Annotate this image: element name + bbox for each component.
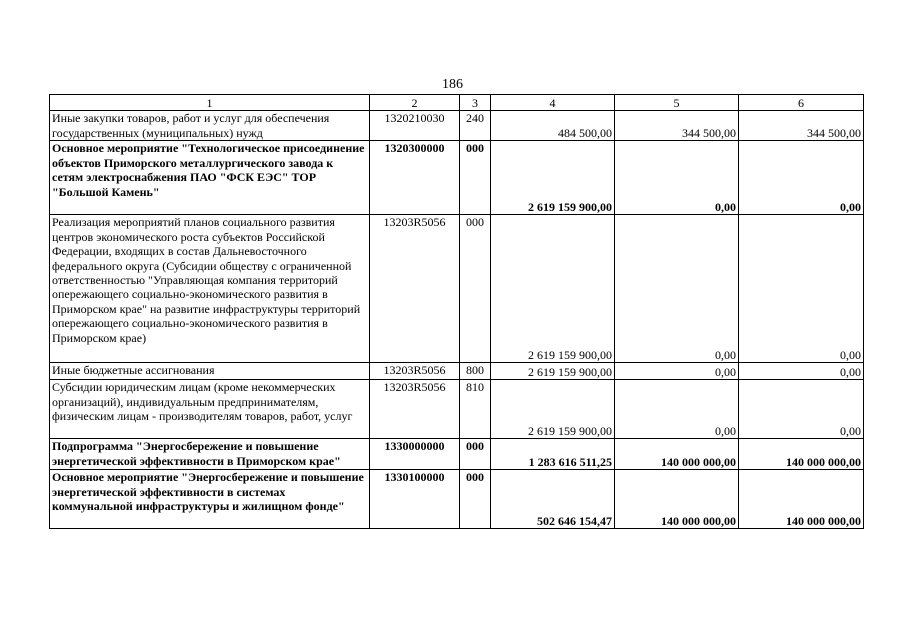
table-header-row: [50, 95, 864, 111]
table-row: [50, 363, 864, 380]
item-name: Иные закупки товаров, работ и услуг для обеспечения государственных (муниципальных) нужд: [50, 111, 370, 141]
amount-col4: 2 619 159 900,00: [491, 141, 615, 215]
amount-col4: 1 283 616 511,25: [491, 439, 615, 470]
amount-col5: 344 500,00: [615, 111, 739, 141]
item-name: Иные бюджетные ассигнования: [50, 363, 370, 380]
amount-col5: 140 000 000,00: [615, 439, 739, 470]
amount-col6: 140 000 000,00: [739, 470, 864, 529]
amount-col4: 2 619 159 900,00: [491, 363, 615, 380]
item-code: 13203R5056: [370, 363, 460, 380]
column-header: 1: [50, 95, 370, 111]
expense-type: 000: [460, 141, 491, 215]
item-code: 1330100000: [370, 470, 460, 529]
amount-col4: 502 646 154,47: [491, 470, 615, 529]
item-name: Субсидии юридическим лицам (кроме некоммерческих организаций), индивидуальным предпринимателям, физическим лицам - производителям товаров, работ, услуг: [50, 380, 370, 439]
expense-type: 000: [460, 215, 491, 363]
amount-col5: 0,00: [615, 141, 739, 215]
amount-col5: 0,00: [615, 215, 739, 363]
column-header: 3: [460, 95, 491, 111]
table-row: [50, 215, 864, 363]
item-name: Основное мероприятие "Технологическое присоединение объектов Приморского металлургического завода к сетям электроснабжения ПАО "ФСК ЕЭС" ТОР "Большой Камень": [50, 141, 370, 215]
table-row: [50, 141, 864, 215]
item-code: 13203R5056: [370, 215, 460, 363]
amount-col6: 0,00: [739, 380, 864, 439]
expense-type: 000: [460, 470, 491, 529]
amount-col4: 2 619 159 900,00: [491, 215, 615, 363]
amount-col4: 484 500,00: [491, 111, 615, 141]
expense-type: 240: [460, 111, 491, 141]
item-name: Подпрограмма "Энергосбережение и повышение энергетической эффективности в Приморском крае": [50, 439, 370, 470]
amount-col6: 0,00: [739, 215, 864, 363]
column-header: 6: [739, 95, 864, 111]
column-header: 4: [491, 95, 615, 111]
column-header: 5: [615, 95, 739, 111]
table-row: [50, 380, 864, 439]
expense-type: 800: [460, 363, 491, 380]
amount-col6: 0,00: [739, 363, 864, 380]
table-row: [50, 111, 864, 141]
amount-col6: 0,00: [739, 141, 864, 215]
budget-table: [49, 94, 864, 529]
item-name: Реализация мероприятий планов социального развития центров экономического роста субъектов Российской Федерации, входящих в состав Дальневосточного федерального округа (Субсидии обществу с ограниченной ответственностью "Управляющая компания территорий опережающего социально-экономического развития в Приморском крае" на развитие инфраструктуры территорий опережающего социально-экономического развития в Приморском крае): [50, 215, 370, 363]
amount-col6: 344 500,00: [739, 111, 864, 141]
item-code: 1330000000: [370, 439, 460, 470]
amount-col5: 140 000 000,00: [615, 470, 739, 529]
amount-col5: 0,00: [615, 380, 739, 439]
amount-col5: 0,00: [615, 363, 739, 380]
table-row: [50, 470, 864, 529]
item-code: 1320300000: [370, 141, 460, 215]
page-number: 186: [442, 77, 463, 92]
item-name: Основное мероприятие "Энергосбережение и повышение энергетической эффективности в системах коммунальной инфраструктуры и жилищном фонде": [50, 470, 370, 529]
amount-col4: 2 619 159 900,00: [491, 380, 615, 439]
expense-type: 000: [460, 439, 491, 470]
expense-type: 810: [460, 380, 491, 439]
amount-col6: 140 000 000,00: [739, 439, 864, 470]
table-row: [50, 439, 864, 470]
item-code: 13203R5056: [370, 380, 460, 439]
column-header: 2: [370, 95, 460, 111]
item-code: 1320210030: [370, 111, 460, 141]
